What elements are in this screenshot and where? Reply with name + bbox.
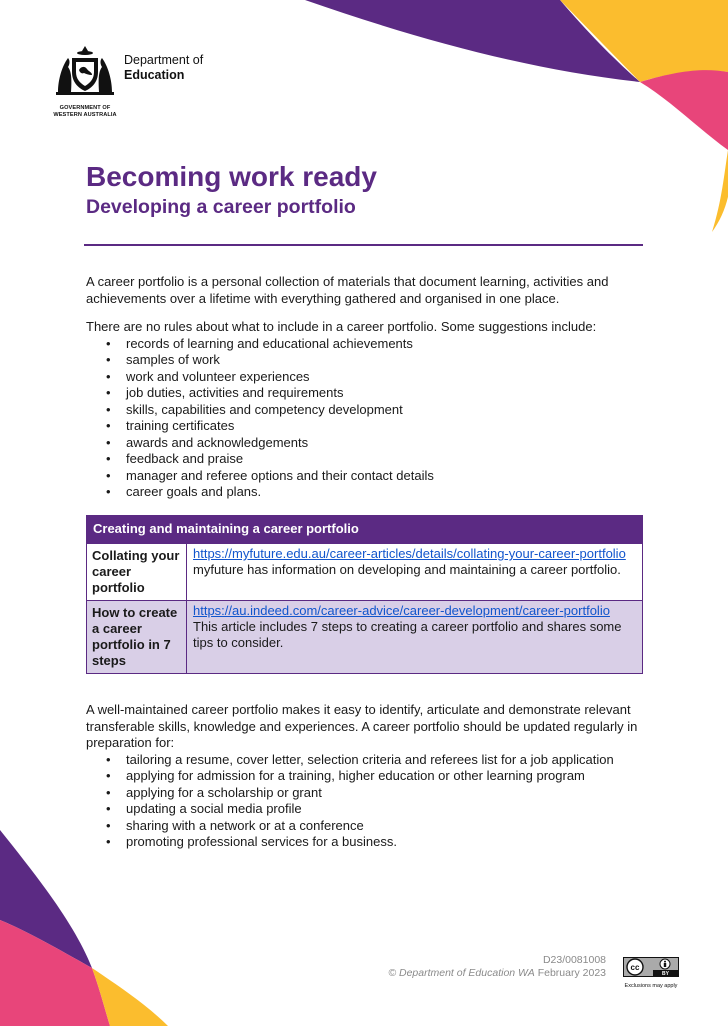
list-item: • skills, capabilities and competency development [86,402,643,419]
department-line1: Department of [124,53,204,67]
right-yellow-shape [712,150,728,232]
list-item: • applying for a scholarship or grant [86,785,643,802]
resource-link[interactable]: https://myfuture.edu.au/career-articles/details/collating-your-career-portfolio [193,546,626,561]
top-right-purple-shape [305,0,640,82]
top-right-pink-shape [640,70,728,150]
row-content [187,544,643,601]
suggestions-lead: There are no rules about what to include in a career portfolio. Some suggestions include: [86,319,597,334]
table-header: Creating and maintaining a career portfolio [87,516,643,544]
bottom-left-purple-shape [0,830,92,968]
row-content [187,601,643,674]
list-item: • sharing with a network or at a conference [86,818,643,835]
list-item: • promoting professional services for a business. [86,834,643,851]
bottom-left-pink-shape [0,920,110,1026]
title-divider [84,244,643,246]
row-description: This article includes 7 steps to creating a career portfolio and shares some tips to consider. [193,619,622,650]
coat-of-arms-icon [50,44,120,98]
row-label: Collating your career portfolio [87,544,187,601]
list-item: • updating a social media profile [86,801,643,818]
department-name [124,53,203,83]
table-header-row [87,516,643,544]
list-item: • applying for admission for a training, higher education or other learning program [86,768,643,785]
by-label: BY [662,971,669,977]
publish-date: February 2023 [537,967,606,979]
list-item: • manager and referee options and their contact details [86,468,643,485]
table-row [87,601,643,674]
maintain-paragraph: A well-maintained career portfolio makes it easy to identify, articulate and demonstrate relevant transferable skills, knowledge and experiences. A career portfolio should be updated regularly in preparation for: [86,702,638,750]
bottom-left-yellow-shape [92,968,168,1026]
cc-caption: Exclusions may apply [624,983,678,989]
top-right-yellow-shape [560,0,728,82]
list-item: • records of learning and educational achievements [86,336,643,353]
intro-section [86,274,643,501]
list-item: • samples of work [86,352,643,369]
resources-table [86,515,643,674]
copyright-text: © Department of Education WA [388,967,535,979]
suggestions-list [86,336,643,501]
intro-paragraph: A career portfolio is a personal collection of materials that document learning, activities and achievements over a lifetime with everything gathered and organised in one place. [86,274,609,306]
list-item: • tailoring a resume, cover letter, selection criteria and referees list for a job application [86,752,643,769]
list-item: • job duties, activities and requirements [86,385,643,402]
list-item: • career goals and plans. [86,484,643,501]
crest-caption-line1: GOVERNMENT OF [59,105,111,111]
list-item: • awards and acknowledgements [86,435,643,452]
list-item: • feedback and praise [86,451,643,468]
document-id: D23/0081008 [542,954,606,966]
footer [388,954,606,980]
creative-commons-badge [623,957,679,989]
maintain-section [86,702,643,851]
resource-link[interactable]: https://au.indeed.com/career-advice/career-development/career-portfolio [193,603,610,618]
cc-label: cc [630,963,640,972]
cc-by-license-icon [623,957,679,977]
uses-list [86,752,643,851]
government-crest [48,44,122,118]
row-description: myfuture has information on developing and maintaining a career portfolio. [193,562,621,577]
table-row [87,544,643,601]
crest-caption-line2: WESTERN AUSTRALIA [53,111,117,118]
page-title: Becoming work ready [86,161,377,192]
list-item: • training certificates [86,418,643,435]
row-label: How to create a career portfolio in 7 steps [87,601,187,674]
department-line2: Education [124,68,185,82]
page-subtitle: Developing a career portfolio [86,196,356,218]
list-item: • work and volunteer experiences [86,369,643,386]
